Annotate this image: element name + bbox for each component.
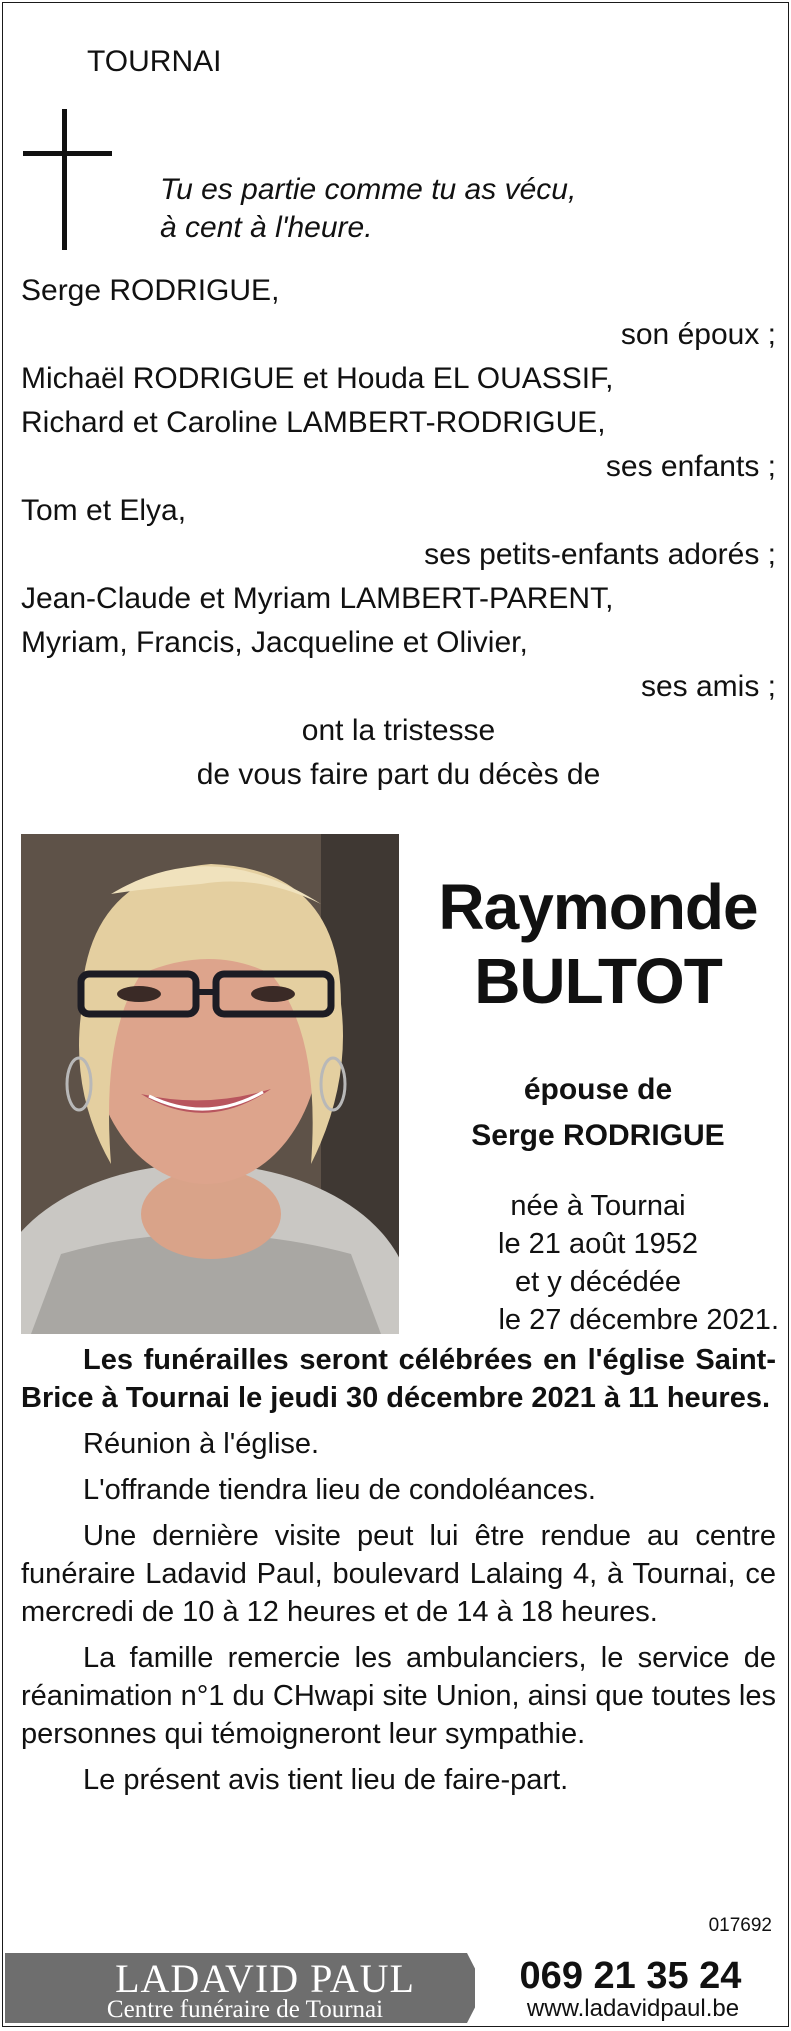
portrait-photo xyxy=(21,834,399,1334)
family-line: son époux ; xyxy=(620,318,776,351)
birth-death-info xyxy=(413,1187,783,1339)
funeral-home-banner xyxy=(5,1953,786,2023)
family-line: Myriam, Francis, Jacqueline et Olivier, xyxy=(21,626,528,659)
family-line: Jean-Claude et Myriam LAMBERT-PARENT, xyxy=(21,582,614,615)
family-line: ses amis ; xyxy=(640,670,776,703)
notice-paragraph: Le présent avis tient lieu de faire-part. xyxy=(83,1764,569,1796)
family-line: Serge RODRIGUE, xyxy=(21,274,280,307)
visit-paragraph: Une dernière visite peut lui être rendue au centre funéraire Ladavid Paul, boulevard Lalaing 4, à Tournai, ce mercredi de 10 à 12 heures et de 14 à 18 heures. xyxy=(21,1520,776,1628)
family-line: Tom et Elya, xyxy=(21,494,187,527)
reference-number: 017692 xyxy=(708,1915,772,1936)
family-line: ont la tristesse xyxy=(301,714,496,747)
funeral-paragraph: Les funérailles seront célébrées en l'église Saint-Brice à Tournai le jeudi 30 décembre 2021 à 11 heures. xyxy=(21,1344,776,1414)
family-line: ses enfants ; xyxy=(605,450,776,483)
family-list xyxy=(21,269,776,797)
family-line: ses petits-enfants adorés ; xyxy=(424,538,776,571)
born-place: née à Tournai xyxy=(510,1190,686,1222)
phone-number[interactable]: 069 21 35 24 xyxy=(519,1955,742,1997)
funeral-home-name: LADAVID PAUL xyxy=(115,1956,415,2001)
deceased-first-name: Raymonde xyxy=(438,871,758,943)
cross-icon-bar xyxy=(23,151,112,156)
death-place: et y décédée xyxy=(514,1266,682,1298)
spouse-line-1: épouse de xyxy=(523,1073,673,1106)
spouse-info xyxy=(413,1067,783,1159)
offering-paragraph: L'offrande tiendra lieu de condoléances. xyxy=(83,1474,596,1506)
website-link[interactable]: www.ladavidpaul.be xyxy=(526,1995,740,2022)
spouse-line-2: Serge RODRIGUE xyxy=(471,1119,725,1152)
family-line: de vous faire part du décès de xyxy=(196,758,601,791)
quote xyxy=(160,171,576,247)
quote-line-1: Tu es partie comme tu as vécu, xyxy=(160,173,577,206)
funeral-home-subtitle: Centre funéraire de Tournai xyxy=(106,1996,384,2023)
cross-icon xyxy=(62,109,67,250)
thanks-paragraph: La famille remercie les ambulanciers, le service de réanimation n°1 du CHwapi site Union, ainsi que toutes les personnes qui témoigneront leur sympathie. xyxy=(21,1642,776,1750)
family-line: Michaël RODRIGUE et Houda EL OUASSIF, xyxy=(21,362,614,395)
quote-line-2: à cent à l'heure. xyxy=(160,211,373,244)
born-date: le 21 août 1952 xyxy=(498,1228,698,1260)
deceased-last-name: BULTOT xyxy=(474,945,722,1017)
city-heading: TOURNAI xyxy=(87,45,222,78)
obituary-notice xyxy=(2,2,789,2027)
body-section xyxy=(21,1341,776,1799)
family-line: Richard et Caroline LAMBERT-RODRIGUE, xyxy=(21,406,606,439)
meeting-paragraph: Réunion à l'église. xyxy=(83,1428,320,1460)
death-date: le 27 décembre 2021. xyxy=(498,1304,779,1336)
